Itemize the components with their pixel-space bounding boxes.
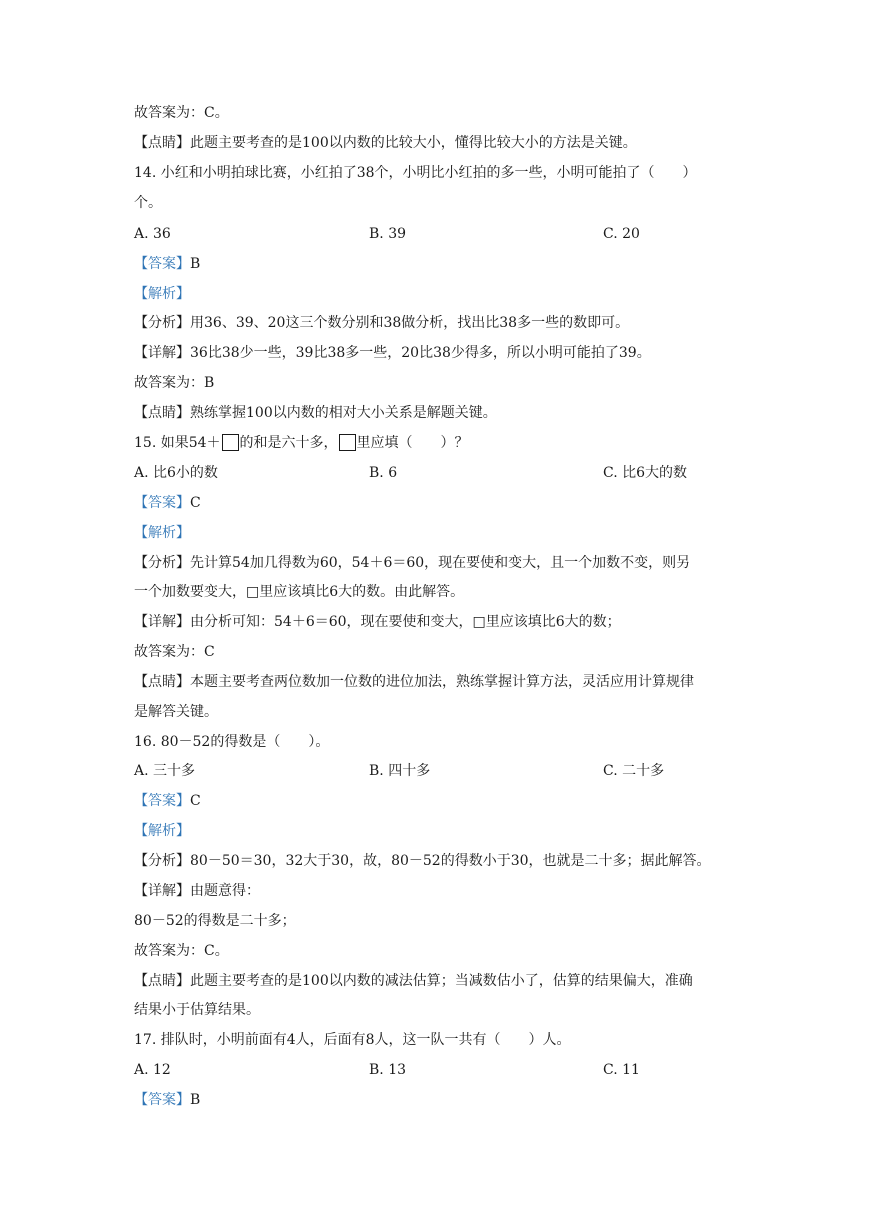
q17-stem: 17. 排队时，小明前面有4人，后面有8人，这一队一共有（ ）人。 <box>134 1032 571 1048</box>
q14-stem-line1: 14. 小红和小明拍球比赛，小红拍了38个，小明比小红拍的多一些，小明可能拍了（ ） <box>134 165 697 181</box>
answer-value: C <box>190 793 201 809</box>
q14-option-b: B. 39 <box>369 226 407 242</box>
review-tag: 【点睛】 <box>134 973 190 989</box>
xiangjie-text: 由分析可知：54＋6＝60，现在要使和变大，□里应该填比6大的数； <box>190 614 621 630</box>
q14-analysis-tag: 【解析】 <box>134 286 190 302</box>
fenxi-text: 用36、39、20这三个数分别和38做分析，找出比38多一些的数即可。 <box>190 315 630 331</box>
xiangjie-tag: 【详解】 <box>134 883 190 899</box>
fenxi-tag: 【分析】 <box>134 853 190 869</box>
answer-value: B <box>190 1092 201 1108</box>
q16-stem: 16. 80－52的得数是（ ）。 <box>134 734 330 750</box>
q17-answer <box>134 1090 200 1110</box>
q15-fenxi <box>134 553 690 573</box>
review-text: 本题主要考查两位数加一位数的进位加法，熟练掌握计算方法，灵活应用计算规律 <box>190 674 694 690</box>
q16-review-cont: 结果小于估算结果。 <box>134 1002 260 1018</box>
review-tag: 【点睛】 <box>134 674 190 690</box>
q16-option-c: C. 二十多 <box>603 763 665 779</box>
q16-option-b: B. 四十多 <box>369 763 431 779</box>
fenxi-text: 80－50＝30，32大于30，故，80－52的得数小于30，也就是二十多；据此解答。 <box>190 853 711 869</box>
review-text: 此题主要考查的是100以内数的减法估算；当减数估小了，估算的结果偏大，准确 <box>190 973 693 989</box>
q16-fenxi <box>134 851 711 871</box>
q14-conclusion: 故答案为：B <box>134 375 215 391</box>
q17-option-b: B. 13 <box>369 1062 407 1078</box>
q15-review <box>134 672 694 692</box>
review-tag: 【点睛】 <box>134 135 190 151</box>
q16-option-a: A. 三十多 <box>134 763 196 779</box>
q15-answer <box>134 493 201 513</box>
answer-tag: 【答案】 <box>134 256 190 272</box>
review-tag: 【点睛】 <box>134 405 190 421</box>
q15-review-cont: 是解答关键。 <box>134 704 218 720</box>
answer-value: B <box>190 256 201 272</box>
q16-review <box>134 971 693 991</box>
blank-box <box>339 434 356 451</box>
blank-box <box>222 434 239 451</box>
answer-value: C <box>190 495 201 511</box>
q15-stem <box>134 433 469 453</box>
xiangjie-tag: 【详解】 <box>134 345 190 361</box>
q16-conclusion: 故答案为：C。 <box>134 943 229 959</box>
prev-review <box>134 133 637 153</box>
fenxi-text: 先计算54加几得数为60，54＋6＝60，现在要使和变大，且一个加数不变，则另 <box>190 555 691 571</box>
answer-tag: 【答案】 <box>134 1092 190 1108</box>
answer-tag: 【答案】 <box>134 793 190 809</box>
q14-option-c: C. 20 <box>603 226 640 242</box>
q14-review <box>134 403 497 423</box>
q16-answer <box>134 791 201 811</box>
q15-stem-b: 的和是六十多， <box>239 435 338 451</box>
q15-conclusion: 故答案为：C <box>134 644 215 660</box>
q17-option-a: A. 12 <box>134 1062 171 1078</box>
xiangjie-tag: 【详解】 <box>134 614 190 630</box>
review-text: 熟练掌握100以内数的相对大小关系是解题关键。 <box>190 405 497 421</box>
q14-option-a: A. 36 <box>134 226 171 242</box>
q14-stem-line2: 个。 <box>134 195 162 211</box>
q15-option-a: A. 比6小的数 <box>134 465 218 481</box>
q15-stem-c: 里应填（ ）？ <box>356 435 469 451</box>
q16-calc: 80－52的得数是二十多； <box>134 913 296 929</box>
q17-option-c: C. 11 <box>603 1062 640 1078</box>
fenxi-tag: 【分析】 <box>134 555 190 571</box>
review-text: 此题主要考查的是100以内数的比较大小，懂得比较大小的方法是关键。 <box>190 135 637 151</box>
q15-xiangjie <box>134 612 621 632</box>
q15-fenxi-cont: 一个加数要变大，□里应该填比6大的数。由此解答。 <box>134 584 465 600</box>
xiangjie-text: 由题意得： <box>190 883 260 899</box>
answer-tag: 【答案】 <box>134 495 190 511</box>
fenxi-tag: 【分析】 <box>134 315 190 331</box>
q15-option-c: C. 比6大的数 <box>603 465 688 481</box>
q16-xiangjie <box>134 881 260 901</box>
q14-answer <box>134 254 200 274</box>
q14-xiangjie <box>134 343 651 363</box>
prev-conclusion: 故答案为：C。 <box>134 105 229 121</box>
q16-analysis-tag: 【解析】 <box>134 823 190 839</box>
xiangjie-text: 36比38少一些，39比38多一些，20比38少得多，所以小明可能拍了39。 <box>190 345 651 361</box>
q14-fenxi <box>134 313 629 333</box>
q15-option-b: B. 6 <box>369 465 398 481</box>
q15-analysis-tag: 【解析】 <box>134 525 190 541</box>
q15-stem-a: 15. 如果54＋ <box>134 435 221 451</box>
